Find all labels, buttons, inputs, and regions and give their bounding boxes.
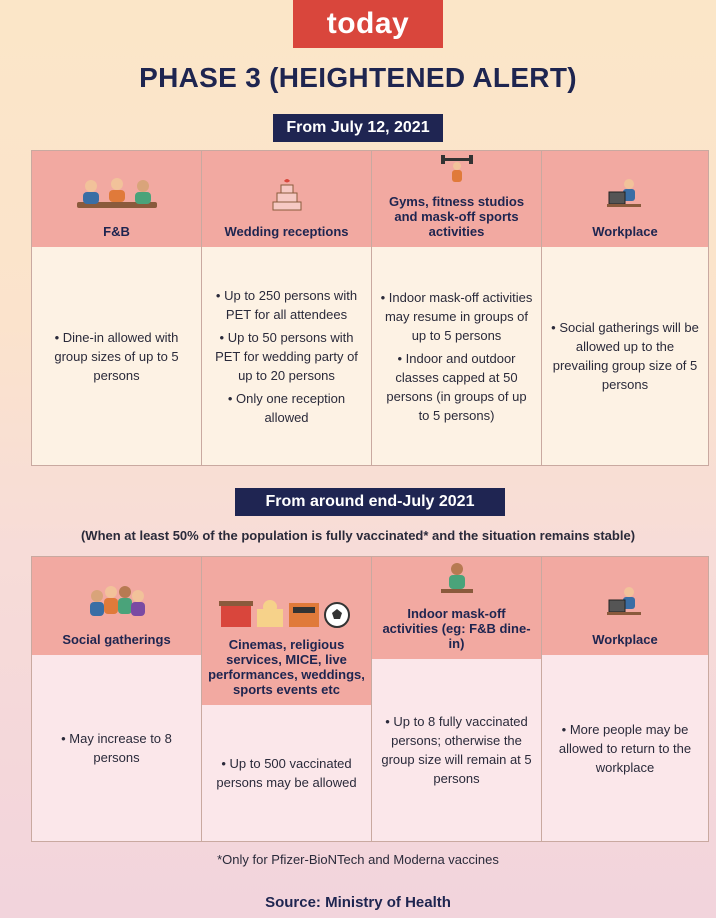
office-worker-icon <box>548 578 702 626</box>
section2-col2-body <box>202 705 371 841</box>
section2-col-venues <box>202 557 372 841</box>
section1-col-wedding <box>202 151 372 465</box>
section2-col-social <box>32 557 202 841</box>
section2-date: From around end-July 2021 <box>235 488 505 516</box>
section2-col2-label: Cinemas, religious services, MICE, live performances, weddings, sports events etc <box>208 637 365 697</box>
section1-col3-bullet1: • Indoor mask-off activities may resume in groups of up to 5 persons <box>380 289 533 343</box>
wedding-cake-icon <box>208 170 365 218</box>
source: Source: Ministry of Health <box>265 894 451 911</box>
section1-col2-body <box>202 247 371 465</box>
section1-col1-label: F&B <box>103 224 130 239</box>
section1-col3-label: Gyms, fitness studios and mask-off sports activities <box>388 194 525 239</box>
brand-logo: today <box>293 0 443 48</box>
venues-icon <box>208 593 365 631</box>
section1-col2-label: Wedding receptions <box>224 224 349 239</box>
section2-col1-head <box>32 557 201 655</box>
diners-icon <box>38 170 195 218</box>
section2-col4-body <box>542 655 708 841</box>
footnote: *Only for Pfizer-BioNTech and Moderna vaccines <box>217 852 499 867</box>
section2-col4-head <box>542 557 708 655</box>
group-people-icon <box>38 578 195 626</box>
section1-col3-body <box>372 247 541 465</box>
section2-col4-label: Workplace <box>592 632 658 647</box>
section2-col-indoor <box>372 557 542 841</box>
section1-table <box>31 150 709 466</box>
section2-col3-body <box>372 659 541 841</box>
section1-col2-bullet1: • Up to 250 persons with PET for all attendees <box>215 287 358 322</box>
section2-col3-label: Indoor mask-off activities (eg: F&B dine-in) <box>382 606 531 651</box>
section1-col4-body <box>542 247 708 465</box>
section2-col1-bullet1: • May increase to 8 persons <box>61 731 172 765</box>
section1-col2-bullet2: • Up to 50 persons with PET for wedding party of up to 20 persons <box>215 329 358 383</box>
section1-col1-head <box>32 151 201 247</box>
section2-col2-head <box>202 557 371 705</box>
section2-col3-bullet1: • Up to 8 fully vaccinated persons; otherwise the group size will remain at 5 persons <box>381 714 532 786</box>
section2-table <box>31 556 709 842</box>
section1-col1-body <box>32 247 201 465</box>
section2-col1-body <box>32 655 201 841</box>
page-title: PHASE 3 (HEIGHTENED ALERT) <box>139 62 577 93</box>
section1-col1-bullet1: • Dine-in allowed with group sizes of up to 5 persons <box>54 329 179 383</box>
weightlifter-icon <box>378 152 535 188</box>
section1-date: From July 12, 2021 <box>273 114 443 142</box>
section2-col3-head <box>372 557 541 659</box>
section1-col-workplace <box>542 151 708 465</box>
section1-col3-head <box>372 151 541 247</box>
section2-col1-label: Social gatherings <box>62 632 171 647</box>
section1-col-gyms <box>372 151 542 465</box>
section1-col2-bullet3: • Only one reception allowed <box>227 390 346 425</box>
section1-col4-bullet1: • Social gatherings will be allowed up to the prevailing group size of 5 persons <box>551 320 699 392</box>
section2-note: (When at least 50% of the population is fully vaccinated* and the situation remains stable) <box>80 528 636 543</box>
office-worker-icon <box>548 170 702 218</box>
section2-col-workplace <box>542 557 708 841</box>
section1-col4-label: Workplace <box>592 224 658 239</box>
section1-col3-bullet2: • Indoor and outdoor classes capped at 50 persons (in groups of up to 5 persons) <box>386 350 527 423</box>
section1-col4-head <box>542 151 708 247</box>
section1-col-fnb <box>32 151 202 465</box>
diner-person-icon <box>378 557 535 600</box>
section2-col4-bullet1: • More people may be allowed to return to the workplace <box>558 721 692 775</box>
section1-col2-head <box>202 151 371 247</box>
section2-col2-bullet1: • Up to 500 vaccinated persons may be allowed <box>216 756 357 790</box>
